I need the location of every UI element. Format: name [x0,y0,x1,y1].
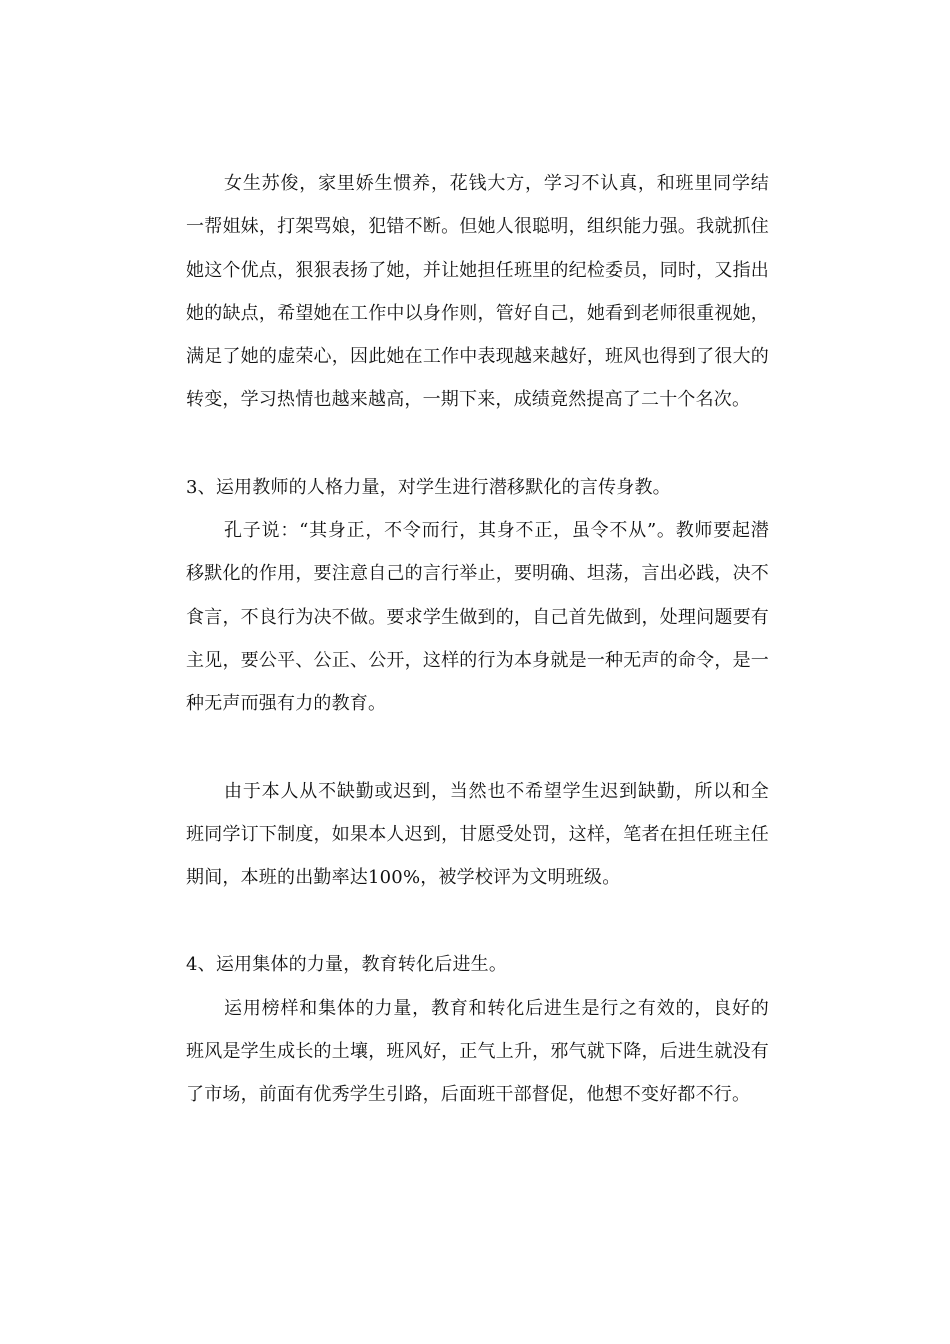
paragraph-confucius: 孔子说：“其身正，不令而行，其身不正，虽令不从”。教师要起潜移默化的作用，要注意自己的言行举止，要明确、坦荡，言出必践，决不食言，不良行为决不做。要求学生做到的，自己首先做到，处理问题要有主见，要公平、公正、公开，这样的行为本身就是一种无声的命令，是一种无声而强有力的教育。 [186,520,769,715]
section-heading-4: 4、运用集体的力量，教育转化后进生。 [186,954,508,976]
document-body [186,162,769,1117]
paragraph-su-jun: 女生苏俊，家里娇生惯养，花钱大方，学习不认真，和班里同学结一帮姐妹，打架骂娘，犯错不断。但她人很聪明，组织能力强。我就抓住她这个优点，狠狠表扬了她，并让她担任班里的纪检委员，同时，又指出她的缺点，希望她在工作中以身作则，管好自己，她看到老师很重视她，满足了她的虚荣心，因此她在工作中表现越来越好，班风也得到了很大的转变，学习热情也越来越高，一期下来，成绩竟然提高了二十个名次。 [186,173,769,411]
paragraph-spacer [186,726,769,770]
paragraph-spacer [186,422,769,466]
paragraph-attendance: 由于本人从不缺勤或迟到，当然也不希望学生迟到缺勤，所以和全班同学订下制度，如果本人迟到，甘愿受处罚，这样，笔者在担任班主任期间，本班的出勤率达100%，被学校评为文明班级。 [186,780,769,889]
paragraph-collective: 运用榜样和集体的力量，教育和转化后进生是行之有效的，良好的班风是学生成长的土壤，班风好，正气上升，邪气就下降，后进生就没有了市场，前面有优秀学生引路，后面班干部督促，他想不变好都不行。 [186,997,769,1106]
section-heading-3: 3、运用教师的人格力量，对学生进行潜移默化的言传身教。 [186,476,671,498]
paragraph-spacer [186,899,769,943]
